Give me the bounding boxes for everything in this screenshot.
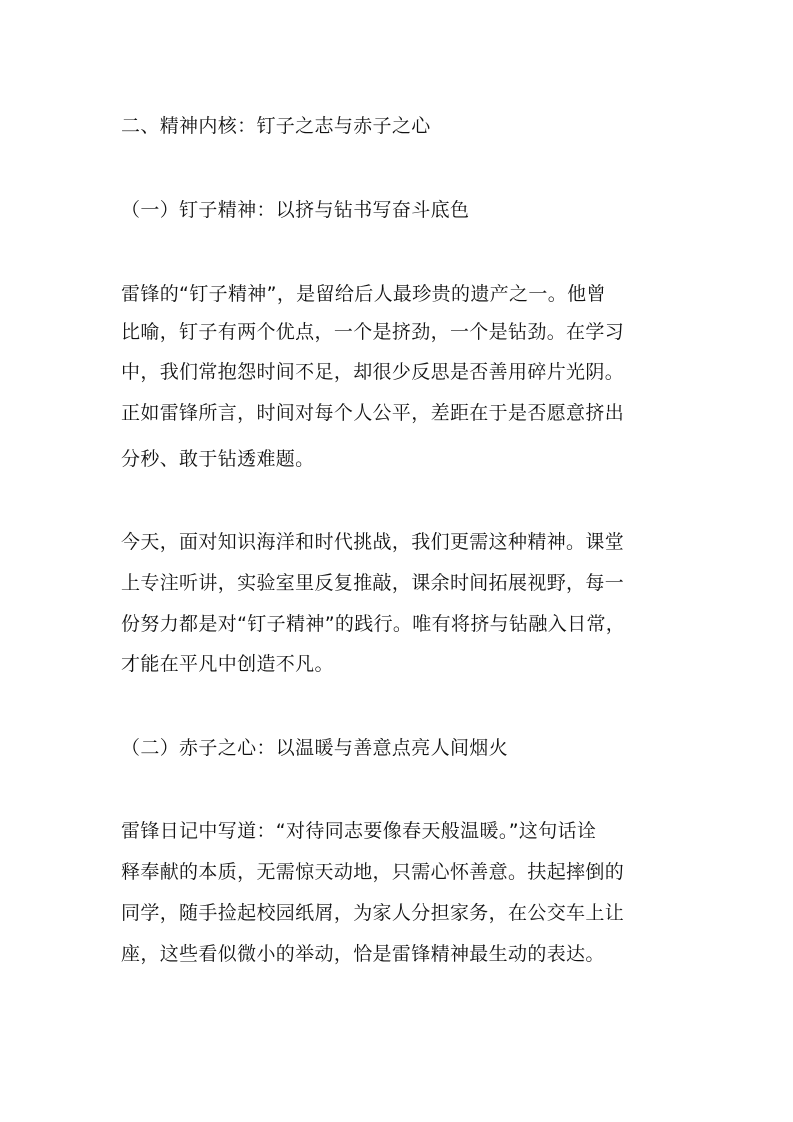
paragraph-line: 比喻，钉子有两个优点，一个是挤劲，一个是钻劲。在学习 [121,321,625,343]
paragraph-line: 同学，随手捡起校园纸屑，为家人分担家务，在公交车上让 [121,902,625,924]
paragraph-line: 座，这些看似微小的举动，恰是雷锋精神最生动的表达。 [121,943,605,965]
subsection-1-heading: （一）钉子精神：以挤与钻书写奋斗底色 [121,199,470,221]
section-heading: 二、精神内核：钉子之志与赤子之心 [121,115,431,137]
subsection-2-heading: （二）赤子之心：以温暖与善意点亮人间烟火 [121,737,509,759]
paragraph-line: 中，我们常抱怨时间不足，却很少反思是否善用碎片光阴。 [121,361,625,383]
paragraph-line: 释奉献的本质，无需惊天动地，只需心怀善意。扶起摔倒的 [121,861,625,883]
paragraph-line: 分秒、敢于钻透难题。 [121,448,315,470]
paragraph-line: 才能在平凡中创造不凡。 [121,653,334,675]
paragraph-line: 正如雷锋所言，时间对每个人公平，差距在于是否愿意挤出 [121,402,625,424]
paragraph-line: 雷锋日记中写道：“对待同志要像春天般温暖。”这句话诠 [121,820,597,842]
paragraph-line: 雷锋的“钉子精神”，是留给后人最珍贵的遗产之一。他曾 [121,283,606,305]
paragraph-line: 上专注听讲，实验室里反复推敲，课余时间拓展视野，每一 [121,572,625,594]
paragraph-line: 今天，面对知识海洋和时代挑战，我们更需这种精神。课堂 [121,531,625,553]
paragraph-line: 份努力都是对“钉子精神”的践行。唯有将挤与钻融入日常， [121,613,626,635]
